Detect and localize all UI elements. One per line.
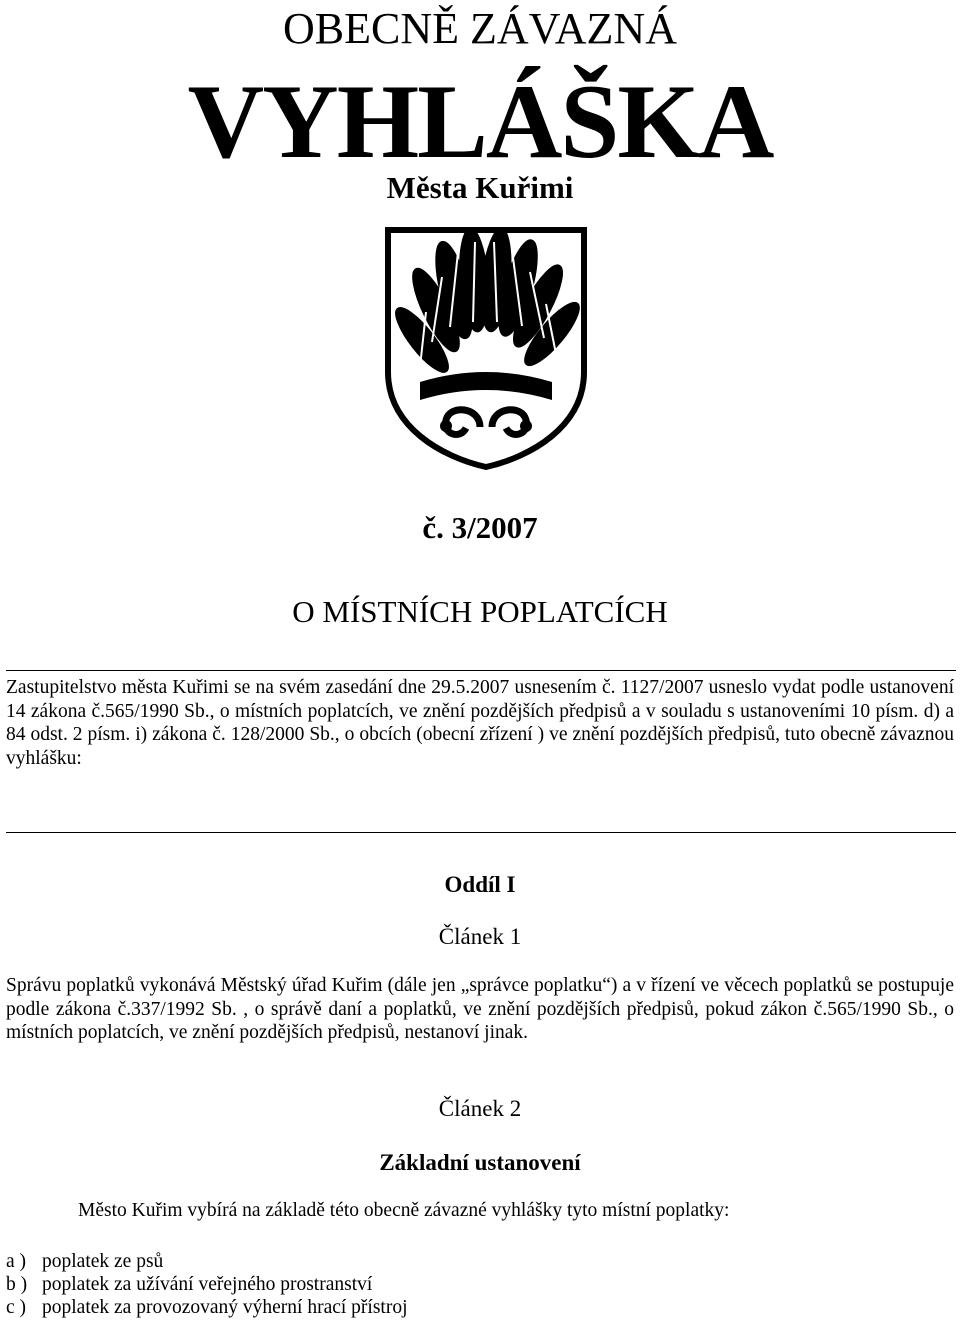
document-title-line1: OBECNĚ ZÁVAZNÁ — [283, 4, 677, 53]
article1-text: Správu poplatků vykonává Městský úřad Kuřim (dále jen „správce poplatku“) a v řízení ve věcech poplatků se postupuje podle zákona č.337/1992 Sb. , o správě daní a poplatků, ve znění pozdějších předpisů, pokud zákon č.565/1990 Sb., o místních poplatcích, ve znění pozdějších předpisů, nestanoví jinak. — [6, 975, 954, 1043]
list-item-text: poplatek za provozovaný výherní hrací přístroj — [42, 1297, 408, 1318]
article2-heading: Základní ustanovení — [379, 1150, 581, 1175]
list-item — [6, 1250, 163, 1273]
document-title-line2: VYHLÁŠKA — [187, 63, 773, 180]
list-marker: c ) — [6, 1297, 27, 1318]
article2-title: Článek 2 — [438, 1096, 522, 1121]
list-item-text: poplatek za užívání veřejného prostranství — [42, 1274, 373, 1295]
list-marker: b ) — [6, 1274, 28, 1295]
list-item — [6, 1296, 408, 1319]
divider — [6, 670, 956, 671]
decree-subject: O MÍSTNÍCH POPLATCÍCH — [292, 594, 668, 629]
list-marker: a ) — [6, 1251, 27, 1272]
city-name: Města Kuřimi — [386, 170, 574, 205]
divider — [6, 832, 956, 833]
preamble-text: Zastupitelstvo města Kuřimi se na svém zasedání dne 29.5.2007 usnesením č. 1127/2007 usneslo vydat podle ustanovení 14 zákona č.565/1990 Sb., o místních poplatcích, ve znění pozdějších předpisů a v souladu s ustanoveními 10 písm. d) a 84 odst. 2 písm. i) zákona č. 128/2000 Sb., o obcích (obecní zřízení ) ve znění pozdějších předpisů, tuto obecně závaznou vyhlášku: — [6, 677, 954, 769]
article2-intro: Město Kuřim vybírá na základě této obecně závazné vyhlášky tyto místní poplatky: — [78, 1200, 730, 1221]
decree-number: č. 3/2007 — [422, 510, 538, 545]
article1-title: Článek 1 — [438, 924, 522, 949]
city-coat-of-arms-icon — [380, 222, 592, 472]
section-heading: Oddíl I — [444, 872, 516, 897]
list-item — [6, 1273, 372, 1296]
list-item-text: poplatek ze psů — [42, 1251, 164, 1272]
